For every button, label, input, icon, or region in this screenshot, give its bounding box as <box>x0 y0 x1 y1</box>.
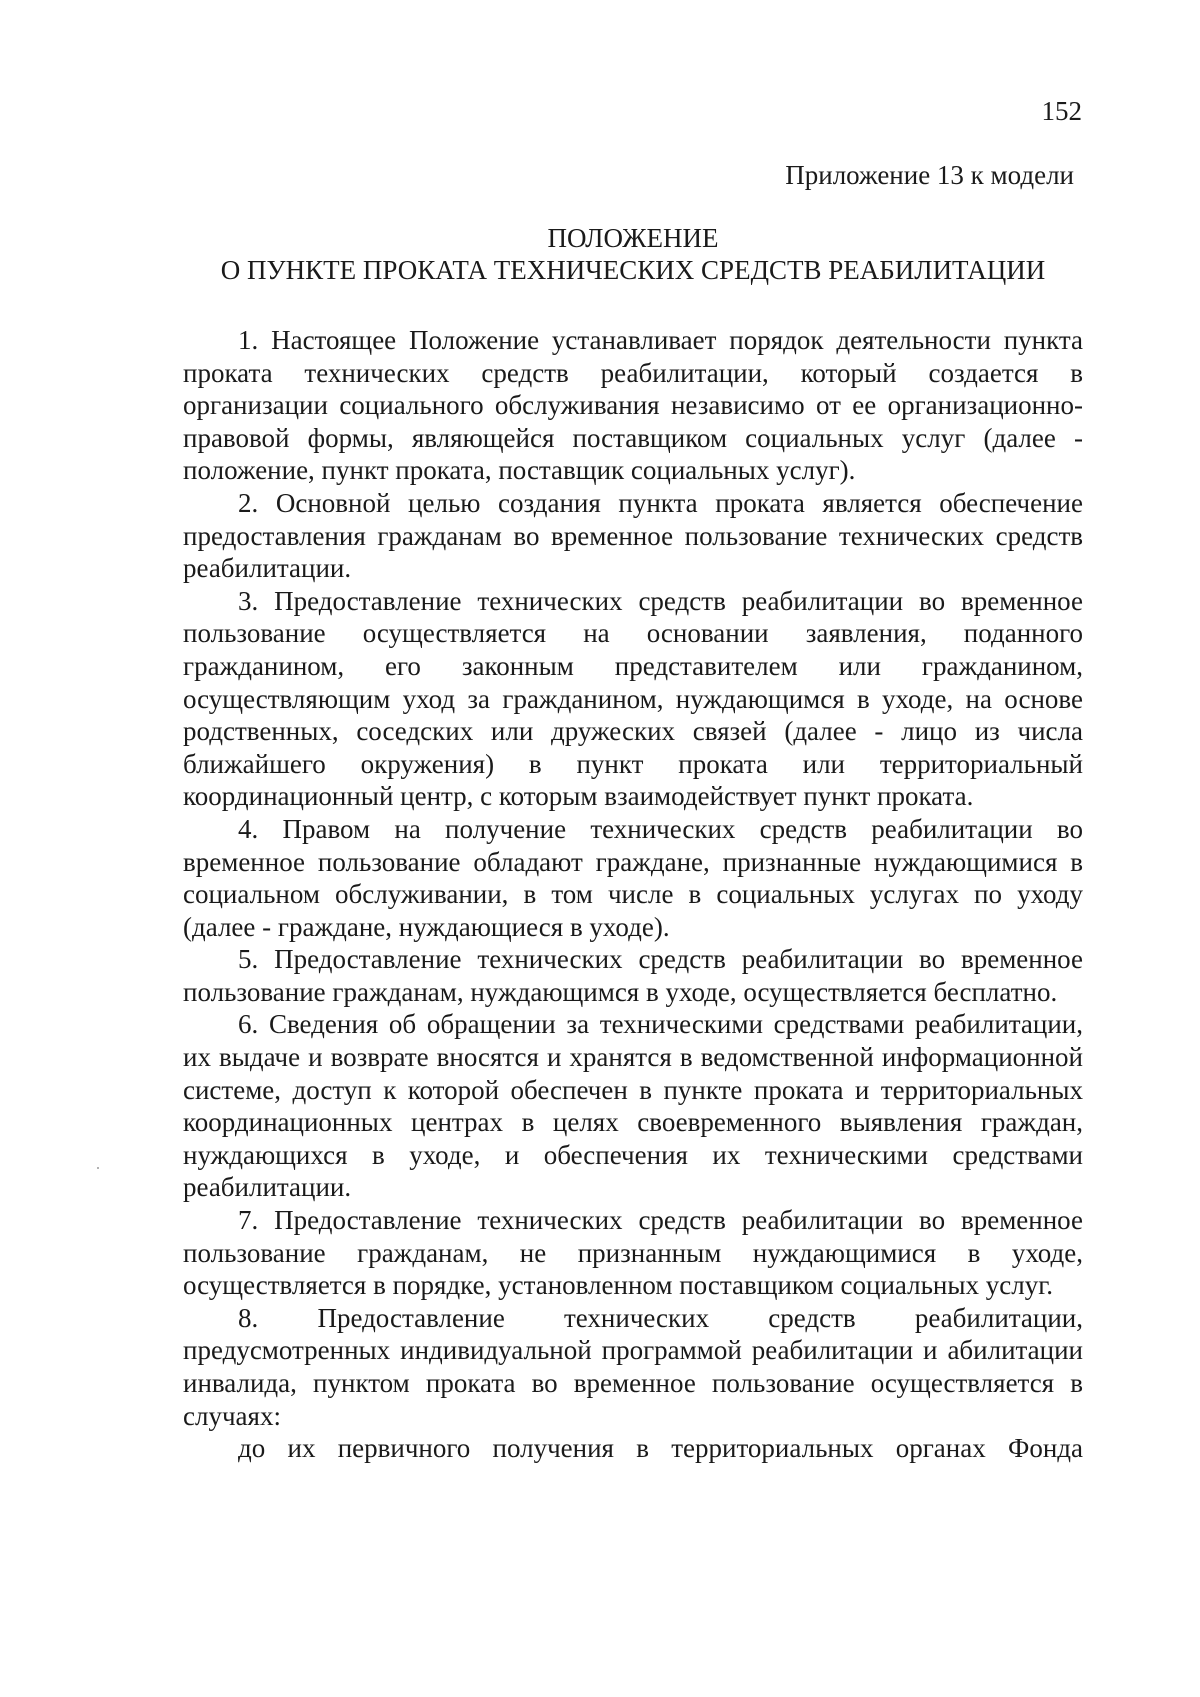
page-number: 152 <box>1041 96 1082 126</box>
document-title <box>183 222 1083 286</box>
title-line-2: О ПУНКТЕ ПРОКАТА ТЕХНИЧЕСКИХ СРЕДСТВ РЕАБИЛИТАЦИИ <box>220 255 1046 285</box>
paragraph-2: 2. Основной целью создания пункта проката является обеспечение предоставления гражданам во временное пользование технических средств реабилитации. <box>183 487 1083 584</box>
paragraph-4: 4. Правом на получение технических средств реабилитации во временное пользование обладают граждане, признанные нуждающимися в социальном обслуживании, в том числе в социальных услугах по уходу (далее - граждане, нуждающиеся в уходе). <box>183 813 1083 942</box>
paragraph-7: 7. Предоставление технических средств реабилитации во временное пользование гражданам, не признанным нуждающимися в уходе, осуществляется в порядке, установленном поставщиком социальных услуг. <box>183 1205 1083 1301</box>
document-body <box>183 324 1083 1465</box>
paragraph-9: до их первичного получения в территориальных органах Фонда <box>238 1433 1083 1464</box>
paragraph-1: 1. Настоящее Положение устанавливает порядок деятельности пункта проката технических средств реабилитации, который создается в организации социального обслуживания независимо от ее организационно-правовой формы, являющейся поставщиком социальных услуг (далее - положение, пункт проката, поставщик социальных услуг). <box>183 325 1083 486</box>
scan-speck <box>97 1167 99 1169</box>
title-line-1: ПОЛОЖЕНИЕ <box>547 223 719 253</box>
paragraph-5: 5. Предоставление технических средств реабилитации во временное пользование гражданам, нуждающимся в уходе, осуществляется бесплатно. <box>183 944 1083 1007</box>
paragraph-3: 3. Предоставление технических средств реабилитации во временное пользование осуществляется на основании заявления, поданного гражданином, его законным представителем или гражданином, осуществляющим уход за гражданином, нуждающимся в уходе, на основе родственных, соседских или дружеских связей (далее - лицо из числа ближайшего окружения) в пункт проката или территориальный координационный центр, с которым взаимодействует пункт проката. <box>183 585 1083 812</box>
paragraph-8: 8. Предоставление технических средств реабилитации, предусмотренных индивидуальной программой реабилитации и абилитации инвалида, пунктом проката во временное пользование осуществляется в случаях: <box>183 1302 1083 1431</box>
paragraph-6: 6. Сведения об обращении за техническими средствами реабилитации, их выдаче и возврате вносятся и хранятся в ведомственной информационной системе, доступ к которой обеспечен в пункте проката и территориальных координационных центрах в целях своевременного выявления граждан, нуждающихся в уходе, и обеспечения их техническими средствами реабилитации. <box>183 1009 1083 1203</box>
appendix-label: Приложение 13 к модели <box>785 160 1074 190</box>
